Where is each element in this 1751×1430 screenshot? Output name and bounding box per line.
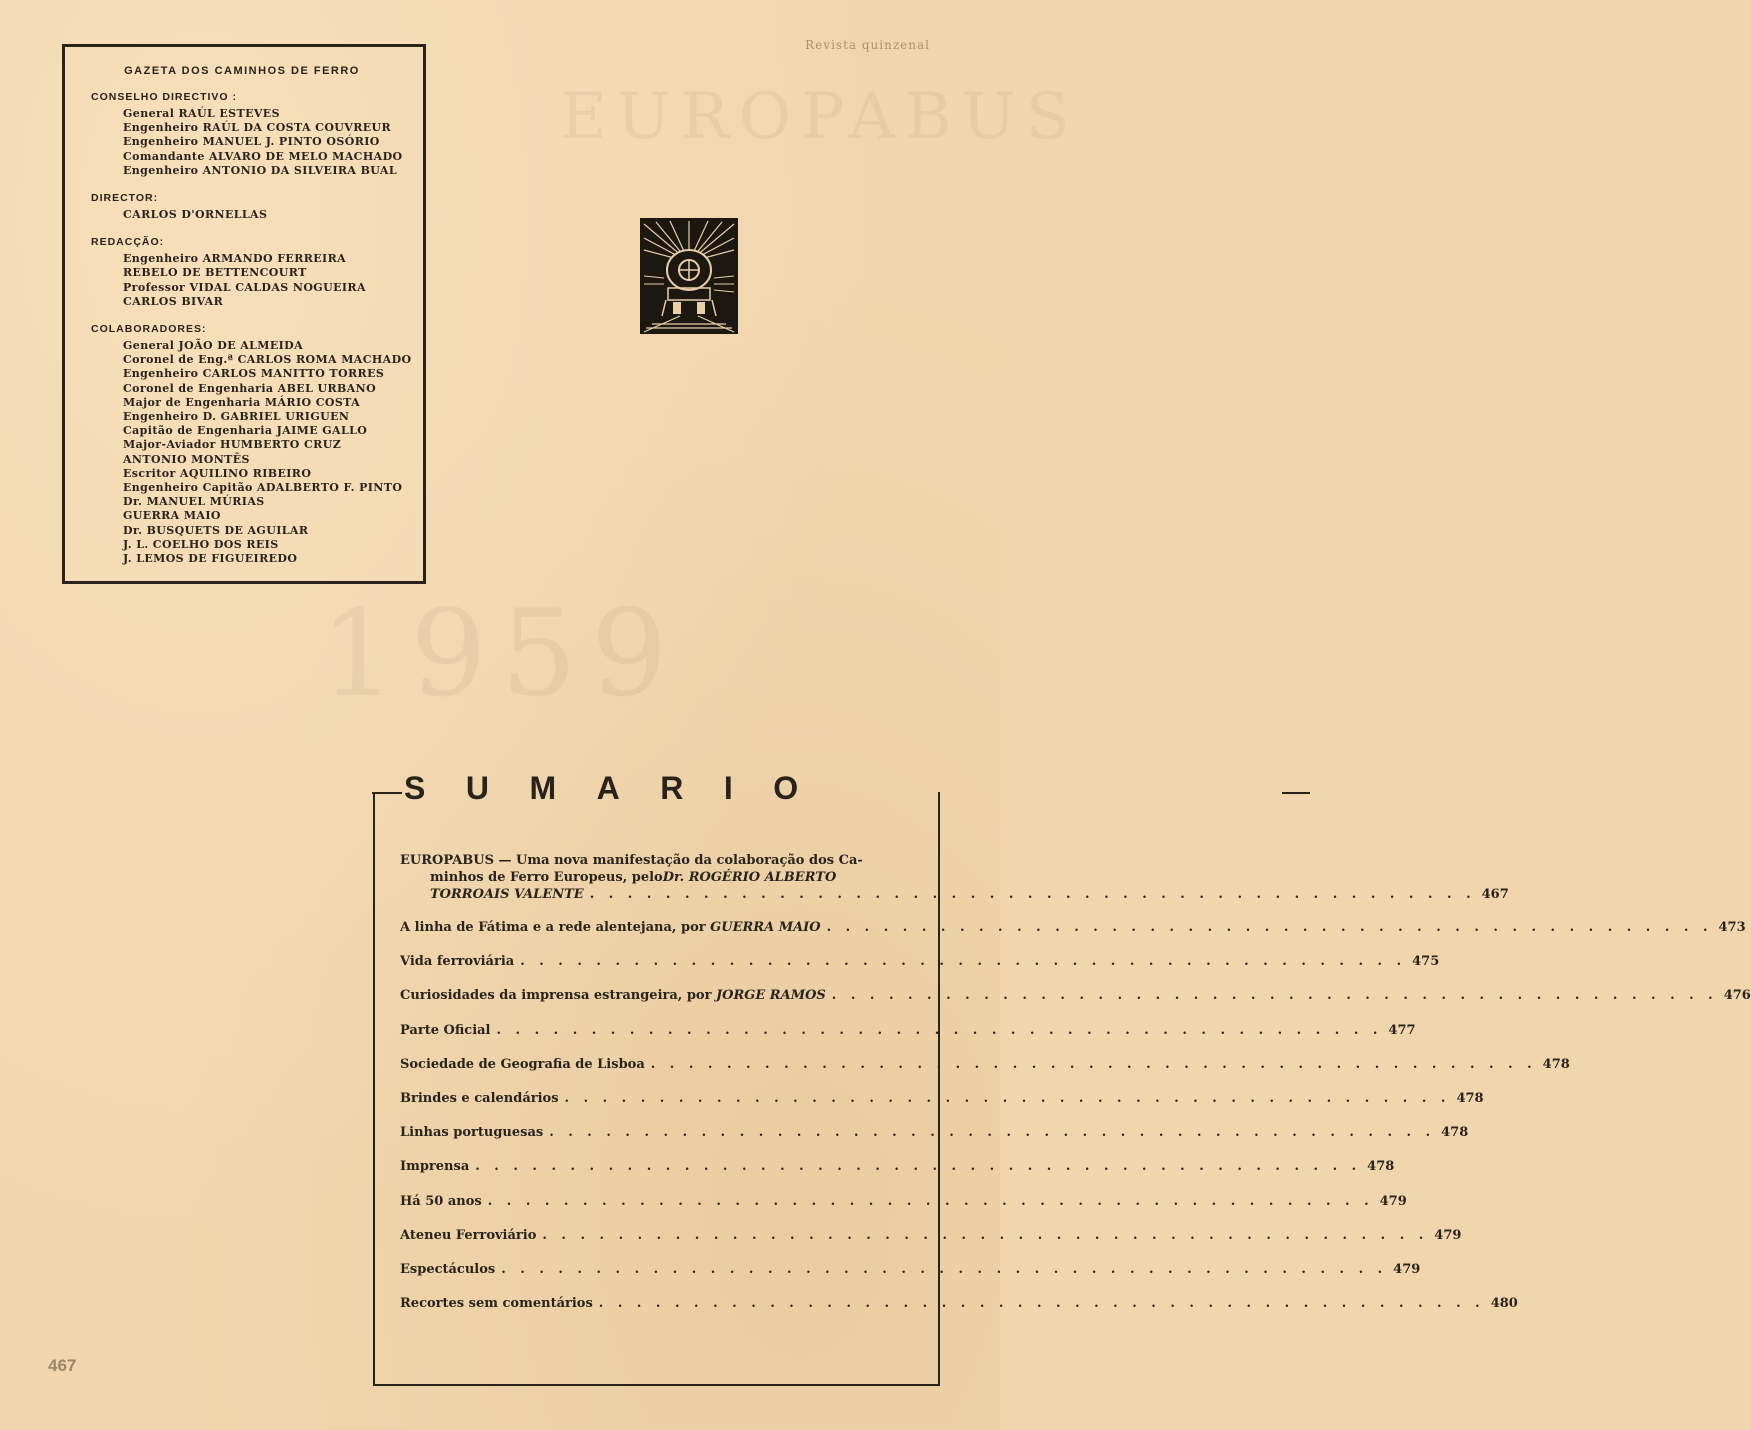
- toc-entry-author: JORGE RAMOS: [715, 988, 826, 1004]
- toc-entry-page: 477: [1388, 1022, 1416, 1038]
- toc-entry-page: 478: [1456, 1090, 1484, 1106]
- toc-entry-title: Recortes sem comentários: [400, 1296, 593, 1312]
- toc-entry-title: Ateneu Ferroviário: [400, 1227, 537, 1243]
- masthead-box: [62, 44, 426, 584]
- leader-dots: [501, 1261, 1387, 1278]
- toc-entry-page: 480: [1490, 1296, 1518, 1312]
- staff-name: Engenheiro Capitão ADALBERTO F. PINTO: [123, 481, 403, 495]
- staff-name: J. L. COELHO DOS REIS: [123, 537, 279, 551]
- staff-name: Engenheiro D. GABRIEL URIGUEN: [123, 410, 350, 424]
- leader-dots: [565, 1090, 1451, 1107]
- staff-name: Dr. MANUEL MÚRIAS: [123, 495, 265, 509]
- toc-entry-title: Espectáculos: [400, 1261, 496, 1277]
- staff-name: CARLOS BIVAR: [123, 294, 224, 308]
- toc-entry-page: 475: [1412, 954, 1440, 970]
- toc-entry: [400, 1056, 1570, 1073]
- toc-entry: [400, 1158, 1395, 1175]
- staff-name: Coronel de Eng.ª CARLOS ROMA MACHADO: [123, 353, 412, 367]
- toc-entry-page: 478: [1441, 1125, 1469, 1141]
- staff-name: CARLOS D'ORNELLAS: [123, 208, 268, 222]
- toc-entry: [400, 1295, 1518, 1312]
- bleed-through-year: 1959: [320, 585, 682, 724]
- bleed-through-header: Revista quinzenal: [805, 38, 930, 52]
- leader-dots: [651, 1056, 1537, 1073]
- staff-name: Escritor AQUILINO RIBEIRO: [123, 466, 312, 480]
- staff-name: Engenheiro ARMANDO FERREIRA: [123, 252, 347, 266]
- toc-entry-title: Linhas portuguesas: [400, 1125, 544, 1141]
- toc-entry-title: Curiosidades da imprensa estrangeira, por: [400, 988, 716, 1004]
- section-heading: DIRECTOR:: [91, 192, 159, 205]
- toc-entry-page: 479: [1393, 1261, 1421, 1277]
- staff-name: Dr. BUSQUETS DE AGUILAR: [123, 523, 309, 537]
- leader-dots: [542, 1227, 1428, 1244]
- toc-entry-page: 473: [1718, 920, 1746, 935]
- leader-dots: [827, 919, 1713, 936]
- staff-name: GUERRA MAIO: [123, 509, 221, 523]
- masthead-title: GAZETA DOS CAMINHOS DE FERRO: [124, 65, 360, 77]
- toc-entry: [400, 1090, 1484, 1107]
- toc-entry-title: EUROPABUS — Uma nova manifestação da colaboração dos Ca-: [400, 853, 863, 868]
- toc-entry-title: minhos de Ferro Europeus, pelo: [430, 870, 663, 885]
- toc-entry: [400, 852, 1509, 903]
- staff-name: J. LEMOS DE FIGUEIREDO: [123, 552, 298, 566]
- toc-entry-continuation: [430, 886, 1509, 903]
- masthead-section-editorial: [91, 236, 423, 309]
- toc-entry-title: Parte Oficial: [400, 1022, 491, 1038]
- staff-name: Comandante ALVARO DE MELO MACHADO: [123, 149, 403, 163]
- toc-entry: [400, 919, 1746, 936]
- toc-entry-author: TORROAIS VALENTE: [430, 887, 584, 902]
- toc-entry-page: 479: [1379, 1193, 1407, 1209]
- toc-entry-title: Vida ferroviária: [400, 954, 515, 970]
- toc-entry-page: 478: [1542, 1056, 1570, 1072]
- table-of-contents: [400, 852, 1751, 1329]
- staff-name: REBELO DE BETTENCOURT: [123, 266, 307, 280]
- toc-entry-author: GUERRA MAIO: [710, 920, 821, 935]
- toc-entry-title: Imprensa: [400, 1159, 470, 1175]
- staff-name: Engenheiro RAÚL DA COSTA COUVREUR: [123, 121, 392, 135]
- staff-name: ANTONIO MONTÊS: [123, 452, 250, 466]
- toc-entry-page: 478: [1367, 1159, 1395, 1175]
- section-heading: REDACÇÃO:: [91, 236, 165, 249]
- staff-name: Engenheiro ANTONIO DA SILVEIRA BUAL: [123, 163, 397, 177]
- staff-name: Engenheiro MANUEL J. PINTO OSÓRIO: [123, 135, 380, 149]
- leader-dots: [497, 1022, 1383, 1039]
- summary-heading-text: SUMARIO: [404, 770, 839, 806]
- staff-name: General RAÚL ESTEVES: [123, 107, 280, 120]
- leader-dots: [520, 953, 1406, 970]
- toc-entry: [400, 1022, 1416, 1039]
- toc-entry: [400, 1261, 1421, 1278]
- locomotive-emblem-icon: [640, 218, 738, 334]
- toc-entry: [400, 1227, 1462, 1244]
- leader-dots: [832, 987, 1718, 1004]
- staff-name: Capitão de Engenharia JAIME GALLO: [123, 424, 368, 438]
- masthead-section-contributors: [91, 323, 423, 566]
- toc-entry: [400, 1124, 1469, 1141]
- toc-entry: [400, 953, 1440, 970]
- masthead-section-director: [91, 192, 423, 222]
- leader-dots: [475, 1158, 1361, 1175]
- toc-entry-author: Dr. ROGÉRIO ALBERTO: [662, 870, 837, 885]
- toc-entry-title: A linha de Fátima e a rede alentejana, por: [400, 920, 711, 935]
- toc-entry-title: Há 50 anos: [400, 1193, 482, 1209]
- toc-entry: [400, 1193, 1407, 1210]
- masthead-section-board: [91, 91, 423, 178]
- toc-entry-title: Brindes e calendários: [400, 1090, 559, 1106]
- toc-entry-page: 476: [1723, 988, 1751, 1004]
- toc-entry-title: Sociedade de Geografia de Lisboa: [400, 1056, 645, 1072]
- staff-name: Major-Aviador HUMBERTO CRUZ: [123, 438, 342, 452]
- rule-right: [1282, 792, 1310, 794]
- staff-name: General JOÃO DE ALMEIDA: [123, 339, 304, 353]
- leader-dots: [488, 1193, 1374, 1210]
- toc-entry-page: 479: [1434, 1227, 1462, 1243]
- section-heading: COLABORADORES:: [91, 323, 207, 336]
- leader-dots: [599, 1295, 1485, 1312]
- toc-entry: [400, 987, 1751, 1004]
- staff-name: Coronel de Engenharia ABEL URBANO: [123, 381, 377, 395]
- bleed-through-title: EUROPABUS: [560, 80, 1080, 154]
- bleed-through-page-number: 467: [48, 1356, 77, 1375]
- staff-name: Engenheiro CARLOS MANITTO TORRES: [123, 367, 385, 381]
- leader-dots: [590, 886, 1476, 903]
- toc-entry-continuation: [430, 869, 912, 886]
- leader-dots: [549, 1124, 1435, 1141]
- staff-name: Major de Engenharia MÁRIO COSTA: [123, 395, 361, 409]
- section-heading: CONSELHO DIRECTIVO :: [91, 91, 238, 103]
- toc-entry-page: 467: [1481, 887, 1509, 902]
- staff-name: Professor VIDAL CALDAS NOGUEIRA: [123, 280, 366, 294]
